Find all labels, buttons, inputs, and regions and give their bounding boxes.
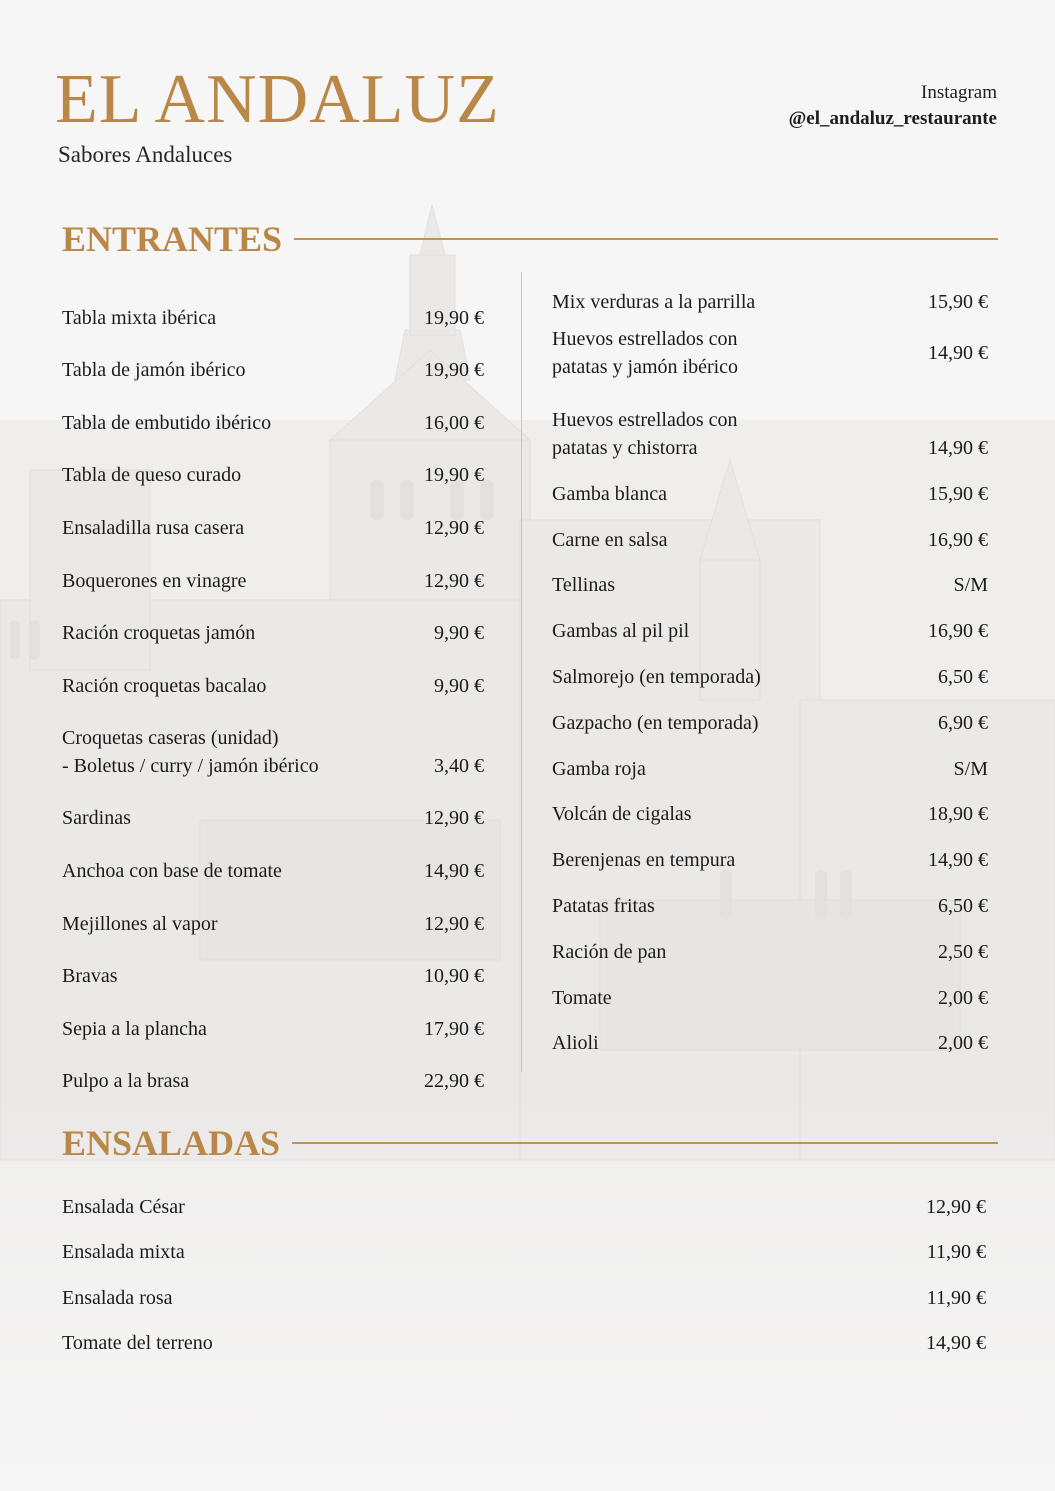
menu-item-price: 18,90 €	[928, 803, 988, 826]
menu-item-price: S/M	[953, 757, 988, 780]
menu-item-name: Gambas al pil pil	[552, 620, 690, 643]
menu-item	[552, 389, 988, 462]
menu-item-name: Ensalada mixta	[62, 1241, 185, 1263]
menu-item	[62, 938, 484, 991]
menu-item-price: 14,90 €	[928, 849, 988, 872]
menu-item-name: Berenjenas en tempura	[552, 849, 736, 872]
instagram-handle: @el_andaluz_restaurante	[788, 108, 997, 129]
menu-item-price: 9,90 €	[434, 674, 484, 697]
instagram-label: Instagram	[921, 82, 997, 103]
menu-item-name: Tellinas	[552, 574, 616, 597]
menu-item-name: Pulpo a la brasa	[62, 1070, 190, 1093]
menu-item-price: 12,90 €	[424, 516, 484, 539]
menu-item-name: Bravas	[62, 965, 118, 988]
menu-item-name: Patatas fritas	[552, 894, 655, 917]
menu-item	[552, 874, 988, 920]
menu-item-price: 14,90 €	[928, 341, 988, 364]
menu-item-price: 2,00 €	[938, 1032, 988, 1055]
menu-item	[62, 1043, 484, 1096]
menu-item-name: Ración croquetas bacalao	[62, 674, 267, 697]
menu-item	[62, 542, 484, 595]
menu-item-price: 17,90 €	[424, 1017, 484, 1040]
menu-item	[62, 437, 484, 490]
menu-item	[62, 279, 484, 332]
menu-item-price: 19,90 €	[424, 306, 484, 329]
menu-item-name: Gamba roja	[552, 757, 646, 780]
menu-item	[62, 384, 484, 437]
menu-item	[552, 691, 988, 737]
menu-item-price: 12,90 €	[424, 912, 484, 935]
menu-item	[62, 332, 484, 385]
menu-item-name: Gamba blanca	[552, 482, 667, 505]
menu-item-price: 14,90 €	[926, 1332, 986, 1354]
menu-item-name: Ensalada rosa	[62, 1286, 173, 1309]
menu-item-price: 16,00 €	[424, 411, 484, 434]
menu-item	[62, 647, 484, 700]
instagram-info	[789, 80, 997, 132]
menu-item	[62, 780, 484, 833]
menu-item-name: Tabla de jamón ibérico	[62, 359, 246, 382]
menu-item	[62, 1175, 986, 1221]
menu-item-name: Sepia a la plancha	[62, 1017, 207, 1040]
menu-item-price: 12,90 €	[926, 1195, 986, 1218]
menu-item	[62, 489, 484, 542]
menu-item-name: Volcán de cigalas	[552, 803, 692, 826]
menu-item-price: 22,90 €	[424, 1070, 484, 1093]
menu-item	[62, 700, 484, 780]
menu-item-price: 6,50 €	[938, 665, 988, 688]
menu-item-name: Huevos estrellados con patatas y jamón ibérico	[552, 327, 739, 378]
menu-item	[552, 737, 988, 783]
menu-item	[62, 885, 484, 938]
menu-item	[552, 1012, 988, 1058]
menu-item-price: 15,90 €	[928, 291, 988, 313]
menu-item-price: 11,90 €	[926, 1241, 986, 1263]
menu-item	[552, 828, 988, 874]
menu-item-name: Tabla de embutido ibérico	[62, 411, 272, 434]
menu-item-price: 2,50 €	[938, 940, 988, 963]
menu-item	[552, 316, 988, 389]
menu-item-price: 16,90 €	[928, 528, 988, 551]
menu-item	[552, 554, 988, 600]
menu-item-price: 19,90 €	[424, 359, 484, 382]
menu-item-price: 14,90 €	[928, 437, 988, 459]
menu-item-name: Tabla de queso curado	[62, 464, 242, 487]
menu-item-name: Boquerones en vinagre	[62, 569, 247, 592]
menu-item	[62, 832, 484, 885]
menu-item	[552, 508, 988, 554]
section-heading-ensaladas	[62, 1121, 998, 1165]
menu-item-name: Tomate	[552, 986, 612, 1009]
section-divider-line	[294, 238, 998, 240]
menu-item	[62, 1312, 986, 1358]
menu-item-price: 9,90 €	[434, 622, 484, 645]
menu-item	[552, 966, 988, 1012]
menu-item-price: 11,90 €	[926, 1286, 986, 1309]
section-title: ENSALADAS	[62, 1123, 281, 1163]
menu-item-name: Huevos estrellados con patatas y chistorra	[552, 409, 738, 459]
menu-item-name: Tabla mixta ibérica	[62, 306, 217, 329]
menu-item-name: Sardinas	[62, 807, 131, 830]
menu-item-price: 10,90 €	[424, 965, 484, 988]
ensaladas-list	[62, 1175, 986, 1357]
menu-item-price: 19,90 €	[424, 464, 484, 487]
menu-item-name: Alioli	[552, 1032, 599, 1055]
section-title: ENTRANTES	[62, 219, 283, 259]
menu-item-name: Mejillones al vapor	[62, 912, 218, 935]
menu-item	[552, 279, 988, 316]
menu-item	[552, 783, 988, 829]
entrantes-left-column	[62, 279, 484, 1095]
column-divider	[521, 272, 522, 1072]
menu-item-price: 16,90 €	[928, 620, 988, 643]
menu-item	[552, 462, 988, 508]
menu-item-name: Anchoa con base de tomate	[62, 859, 282, 882]
menu-item-price: 6,90 €	[938, 711, 988, 734]
menu-item	[552, 599, 988, 645]
menu-item	[552, 645, 988, 691]
restaurant-name: EL ANDALUZ	[55, 61, 500, 138]
menu-item-price: 14,90 €	[424, 859, 484, 882]
menu-item	[62, 595, 484, 648]
menu-item-name: Salmorejo (en temporada)	[552, 665, 761, 688]
menu-item-name: Mix verduras a la parrilla	[552, 291, 756, 313]
menu-item-price: S/M	[953, 574, 988, 597]
menu-item-price: 6,50 €	[938, 894, 988, 917]
menu-item-price: 15,90 €	[928, 482, 988, 505]
menu-item-name: Tomate del terreno	[62, 1332, 213, 1354]
menu-item-price: 12,90 €	[424, 807, 484, 830]
menu-item-name: Croquetas caseras (unidad) - Boletus / curry / jamón ibérico	[62, 726, 319, 777]
menu-item	[62, 990, 484, 1043]
menu-item-price: 2,00 €	[938, 986, 988, 1009]
menu-item	[62, 1266, 986, 1312]
menu-item-name: Ensaladilla rusa casera	[62, 516, 245, 539]
menu-item-name: Ración de pan	[552, 940, 667, 963]
entrantes-right-column	[552, 279, 988, 1057]
section-divider-line	[292, 1142, 998, 1144]
menu-item-name: Ración croquetas jamón	[62, 622, 256, 645]
menu-item	[62, 1221, 986, 1267]
menu-item-price: 3,40 €	[434, 754, 484, 777]
menu-item-name: Gazpacho (en temporada)	[552, 711, 759, 734]
section-heading-entrantes	[62, 217, 998, 261]
menu-item-name: Carne en salsa	[552, 528, 668, 551]
menu-item	[552, 920, 988, 966]
menu-item-price: 12,90 €	[424, 569, 484, 592]
menu-item-name: Ensalada César	[62, 1195, 185, 1218]
restaurant-tagline: Sabores Andaluces	[58, 142, 233, 167]
